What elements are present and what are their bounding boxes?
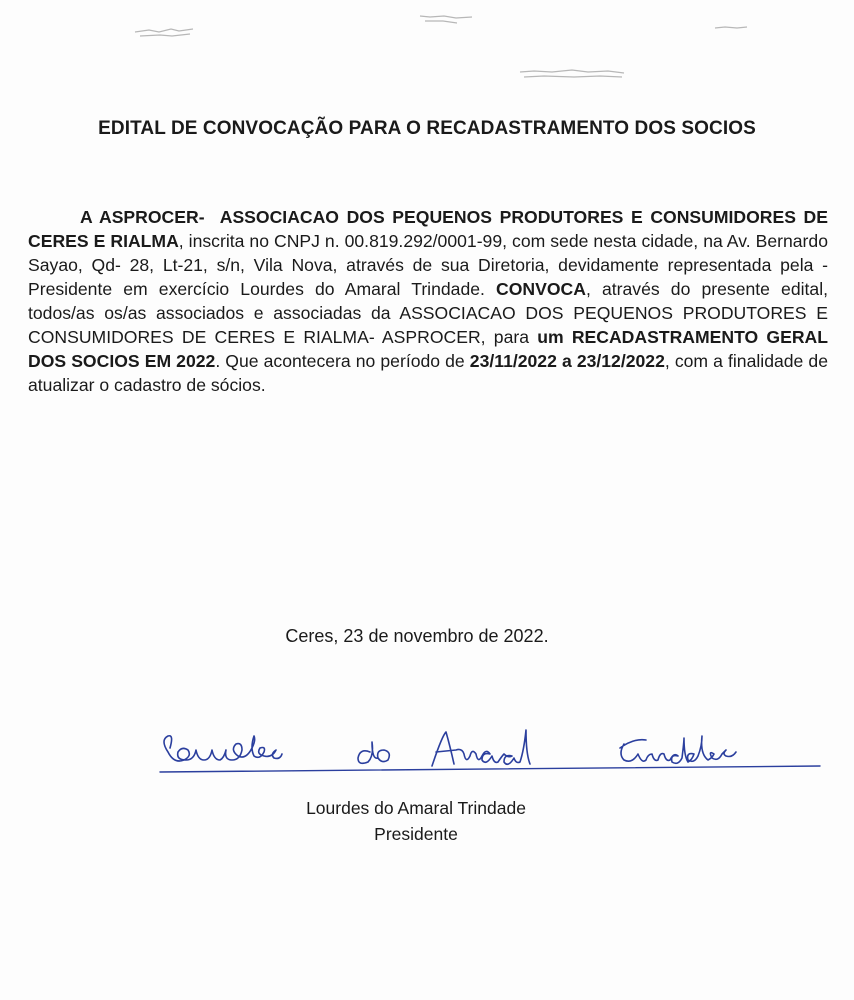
signer-role: Presidente	[374, 824, 458, 844]
org-short-name: A ASPROCER-	[80, 207, 205, 227]
period-dates: 23/11/2022 a 23/12/2022	[469, 351, 665, 371]
document-title: EDITAL DE CONVOCAÇÃO PARA O RECADASTRAMENTO DOS SOCIOS	[98, 118, 756, 139]
document-body	[28, 205, 828, 397]
date-text: Ceres, 23 de novembro de 2022.	[285, 626, 549, 646]
scan-smudge-marks	[0, 0, 854, 100]
body-text-4: , com a finalidade de atualizar o cadastro de sócios.	[28, 351, 828, 395]
body-text-1: , inscrita no CNPJ n. 00.819.292/0001-99, com sede nesta cidade, na Av. Bernardo Sayao, Qd- 28, Lt-21, s/n, Vila Nova, através de sua Diretoria, devidamente representada pela - Presidente em exercício Lourdes do Amaral Trindade.	[28, 231, 828, 299]
date-line	[0, 626, 854, 647]
org-full-name: ASSOCIACAO DOS PEQUENOS PRODUTORES E CONSUMIDORES DE CERES E RIALMA	[28, 207, 828, 251]
signer-name: Lourdes do Amaral Trindade	[306, 798, 526, 818]
body-text-3: . Que acontecera no período de	[215, 351, 470, 371]
body-text-2: , através do presente edital, todos/as os/as associados e associadas da ASSOCIACAO DOS PEQUENOS PRODUTORES E CONSUMIDORES DE CERES E RIALMA- ASPROCER, para	[28, 279, 828, 347]
convoca-keyword: CONVOCA	[496, 279, 586, 299]
handwritten-signature	[150, 718, 850, 788]
recadastramento-phrase: um RECADASTRAMENTO GERAL DOS SOCIOS EM 2022	[28, 327, 828, 371]
